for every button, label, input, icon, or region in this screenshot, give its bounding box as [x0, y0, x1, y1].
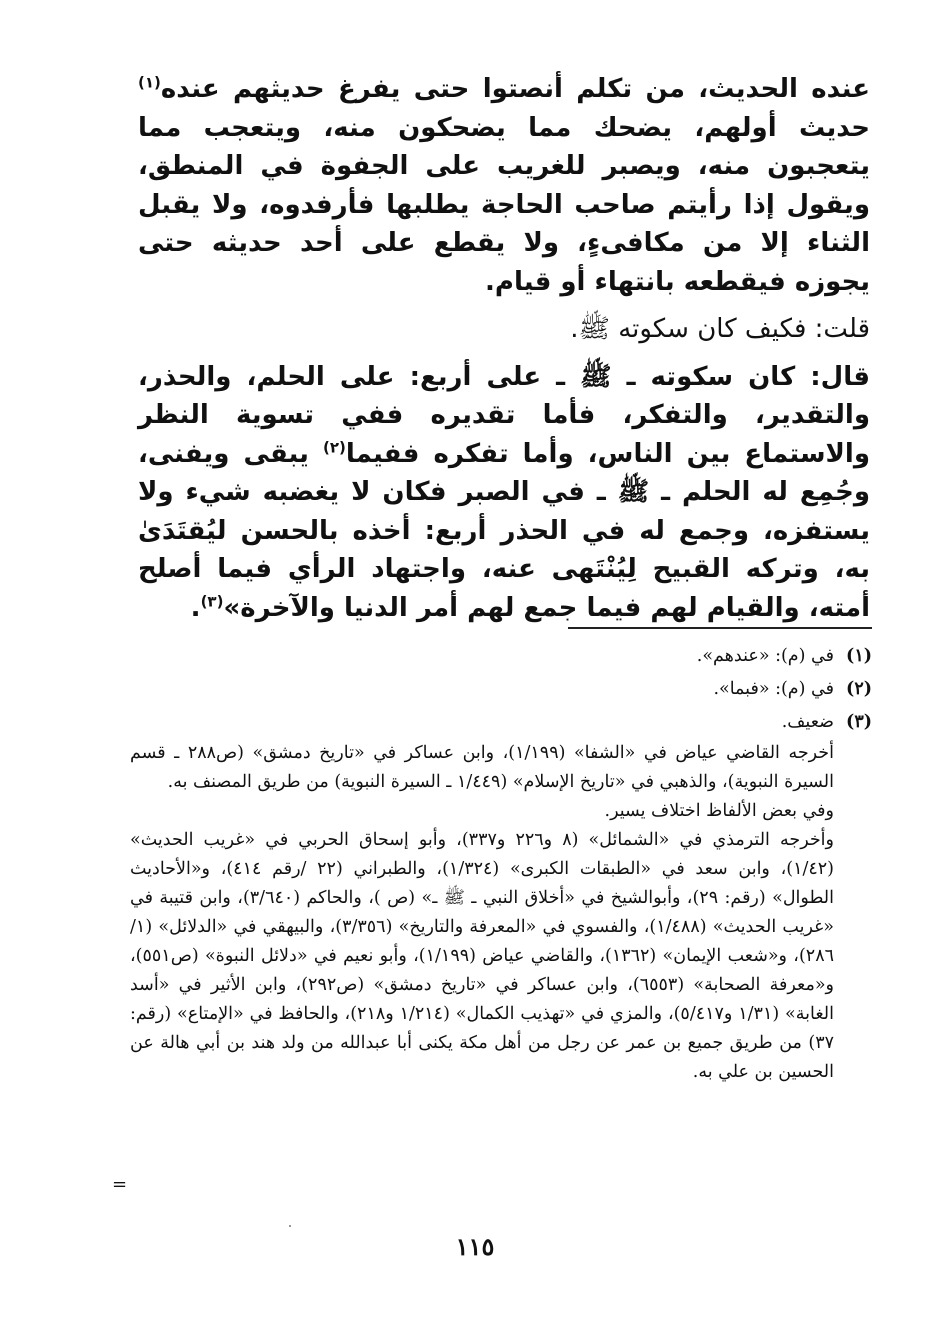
- paragraph-1: [138, 70, 870, 301]
- footnote-2-number: (٢): [846, 679, 872, 699]
- footnote-2: [130, 673, 872, 706]
- footnote-1-number: (١): [846, 646, 872, 666]
- footnotes: [130, 640, 872, 1087]
- main-text: [138, 70, 870, 627]
- footnote-3-number: (٣): [846, 712, 872, 732]
- footnote-ref-3[interactable]: (٣): [200, 591, 224, 610]
- footnote-3: [130, 706, 872, 739]
- paragraph-2: قلت: فكيف كان سكوته ﷺ.: [570, 314, 870, 344]
- paragraph-1-text-rest: حديث أولهم، يضحك مما يضحكون منه، ويتعجب مما يتعجبون منه، ويصبر للغريب على الجفوة في المنطق، ويقول إذا رأيتم صاحب الحاجة يطلبها فأرفدوه، ولا يقبل الثناء إلا من مكافىءٍ، ولا يقطع على أحد حديثه حتى يجوزه فيقطعه بانتهاء أو قيام.: [138, 112, 870, 297]
- page-number: ١١٥: [455, 1232, 495, 1261]
- paragraph-3-text-mid: يبقى ويفنى، وجُمِع له الحلم ـ ﷺ ـ في الصبر فكان لا يغضبه شيء ولا يستفزه، وجمع له في الحذر أربع: أخذه بالحسن ليُقتَدَىٰ به، وتركه القبيح لِيُنْتَهى عنه، واجتهاد الرأي فيما أصلح أمته، والقيام لهم فيما جمع لهم أمر الدنيا والآخرة»: [138, 438, 870, 623]
- footnote-separator: [568, 627, 872, 629]
- footnote-ref-2[interactable]: (٢): [322, 437, 346, 456]
- footnote-ref-1[interactable]: (١): [138, 73, 161, 92]
- footnote-2-text: في (م): «فبما».: [713, 679, 834, 699]
- paragraph-1-text: عنده الحديث، من تكلم أنصتوا حتى يفرغ حديثهم عنده: [160, 74, 870, 104]
- footnote-3-paragraph-2: وفي بعض الألفاظ اختلاف يسير.: [604, 801, 834, 821]
- paragraph-3-end: .: [190, 592, 201, 623]
- footnote-3-paragraph-1: أخرجه القاضي عياض في «الشفا» (١/١٩٩)، وابن عساكر في «تاريخ دمشق» (ص٢٨٨ ـ قسم السيرة النبوية)، والذهبي في «تاريخ الإسلام» (١/٤٤٩ ـ السيرة النبوية) من طريق المصنف به.: [130, 743, 834, 792]
- footnote-1-text: في (م): «عندهم».: [696, 646, 834, 666]
- footnote-3-text: ضعيف.: [781, 712, 834, 732]
- footnote-1: [130, 640, 872, 673]
- speck: [289, 1225, 291, 1227]
- footnote-3-paragraph-3: وأخرجه الترمذي في «الشمائل» (٨ و٢٢٦ و٣٣٧)، وأبو إسحاق الحربي في «غريب الحديث» (١/٤٢)، وابن سعد في «الطبقات الكبرى» (١/٣٢٤)، والطبراني (٢٢ /رقم ٤١٤)، و«الأحاديث الطوال» (رقم: ٢٩)، وأبوالشيخ في «أخلاق النبي ـ ﷺ ـ» (ص )، والحاكم (٣/٦٤٠)، وابن قتيبة في «غريب الحديث» (١/٤٨٨)، والفسوي في «المعرفة والتاريخ» (٣/٣٥٦)، والبيهقي في «الدلائل» (١/ ٢٨٦)، و«شعب الإيمان» (١٣٦٢)، والقاضي عياض (١/١٩٩)، وأبو نعيم في «دلائل النبوة» (ص٥٥١)، و«معرفة الصحابة» (٦٥٥٣)، وابن عساكر في «تاريخ دمشق» (ص٢٩٢)، وابن الأثير في «أسد الغابة» (١/٣١ و٥/٤١٧)، والمزي في «تهذيب الكمال» (١/٢١٤ و٢١٨)، والحافظ في «الإمتاع» (رقم: ٣٧) من طريق جميع بن عمر عن رجل من أهل مكة يكنى أبا عبدالله من ولد هند بن أبي هالة عن الحسين بن علي به.: [130, 830, 835, 1082]
- paragraph-3: [138, 358, 870, 628]
- footnote-3-body: [130, 739, 834, 1087]
- paragraph-3-text: قال: كان سكوته ـ ﷺ ـ على أربع: على الحلم، والحذر، والتقدير، والتفكر، فأما تقديره ففي تسوية النظر والاستماع بين الناس، وأما تفكره ففيما: [138, 361, 870, 469]
- continuation-mark: =: [112, 1174, 128, 1195]
